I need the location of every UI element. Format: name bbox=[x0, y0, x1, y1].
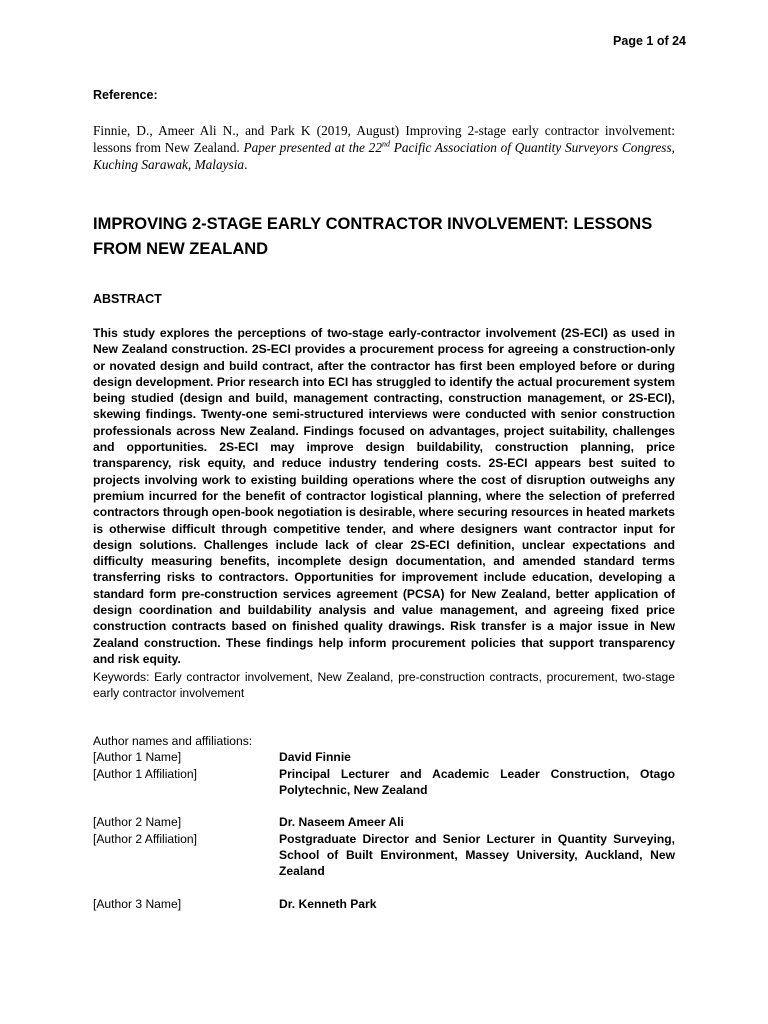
author-row-value: Dr. Naseem Ameer Ali bbox=[279, 815, 404, 830]
author-section bbox=[93, 733, 675, 912]
keywords: Keywords: Early contractor involvement, New Zealand, pre-construction contracts, procurement, two-stage early contractor involvement bbox=[93, 670, 675, 701]
abstract-heading: ABSTRACT bbox=[93, 292, 162, 306]
page-number: Page 1 of 24 bbox=[613, 34, 686, 48]
author-section-heading: Author names and affiliations: bbox=[93, 734, 253, 748]
reference-citation: Finnie, D., Ameer Ali N., and Park K (2019, August) Improving 2-stage early contractor involvement: lessons from New Zealand. Paper presented at the 22nd Pacific Association of Quantity Surveyors Congress, Kuching Sarawak, Malaysia. bbox=[93, 123, 675, 172]
author-row-value: Principal Lecturer and Academic Leader Construction, Otago Polytechnic, New Zealand bbox=[279, 766, 675, 797]
author-row-value: Dr. Kenneth Park bbox=[279, 896, 377, 911]
author-row-label: [Author 2 Name] bbox=[93, 815, 182, 830]
author-row-label: [Author 2 Affiliation] bbox=[93, 831, 197, 846]
author-row bbox=[93, 831, 675, 880]
author-row-label: [Author 3 Name] bbox=[93, 896, 182, 911]
paper-title: IMPROVING 2-STAGE EARLY CONTRACTOR INVOLVEMENT: LESSONS FROM NEW ZEALAND bbox=[93, 215, 653, 258]
author-row bbox=[93, 814, 675, 830]
author-row bbox=[93, 766, 675, 799]
citation-venue: Paper presented at the 22nd Pacific Association of Quantity Surveyors Congress, Kuching Sarawak, Malaysia bbox=[93, 139, 675, 172]
author-row-value: David Finnie bbox=[279, 750, 351, 765]
spacer bbox=[93, 880, 675, 896]
author-row bbox=[93, 749, 675, 765]
spacer bbox=[93, 798, 675, 814]
author-row-value: Postgraduate Director and Senior Lecturer in Quantity Surveying, School of Built Environment, Massey University, Auckland, New Zealand bbox=[279, 831, 675, 879]
author-row bbox=[93, 896, 675, 912]
abstract-body: This study explores the perceptions of two-stage early-contractor involvement (2S-ECI) as used in New Zealand construction. 2S-ECI provides a procurement process for agreeing a construction-only or novated design and build contract, after the contractor has first been employed before or during design development. Prior research into ECI has struggled to identify the actual procurement system being studied (design and build, management contracting, construction management, or 2S-ECI), skewing findings. Twenty-one semi-structured interviews were conducted with senior construction professionals across New Zealand. Findings focused on advantages, project suitability, challenges and opportunities. 2S-ECI may improve design buildability, construction planning, price transparency, risk equity, and reduce industry tendering costs. 2S-ECI appears best suited to projects involving work to existing building operations where the cost of disruption outweighs any premium incurred for the benefit of contractor logistical planning, where the selection of preferred contractors through open-book negotiation is desirable, where securing resources in heated markets is otherwise difficult through competitive tender, and where designers want contractor input for design solutions. Challenges include lack of clear 2S-ECI definition, unclear expectations and difficulty measuring benefits, incomplete design documentation, and amended standard terms transferring risks to contractors. Opportunities for improvement include education, developing a standard form pre-construction services agreement (PCSA) for New Zealand, better application of design coordination and buildability analysis and value management, and agreeing fixed price construction contracts based on finished quality drawings. Risk transfer is a major issue in New Zealand construction. These findings help inform procurement policies that support transparency and risk equity. bbox=[93, 326, 675, 666]
reference-label: Reference: bbox=[93, 88, 158, 102]
citation-authors: Finnie, D., Ameer Ali N., and Park K (2019, August) Improving 2-stage early contractor involvement: lessons from New Zealand. bbox=[93, 123, 675, 155]
author-row-label: [Author 1 Affiliation] bbox=[93, 766, 197, 781]
author-row-label: [Author 1 Name] bbox=[93, 750, 182, 765]
